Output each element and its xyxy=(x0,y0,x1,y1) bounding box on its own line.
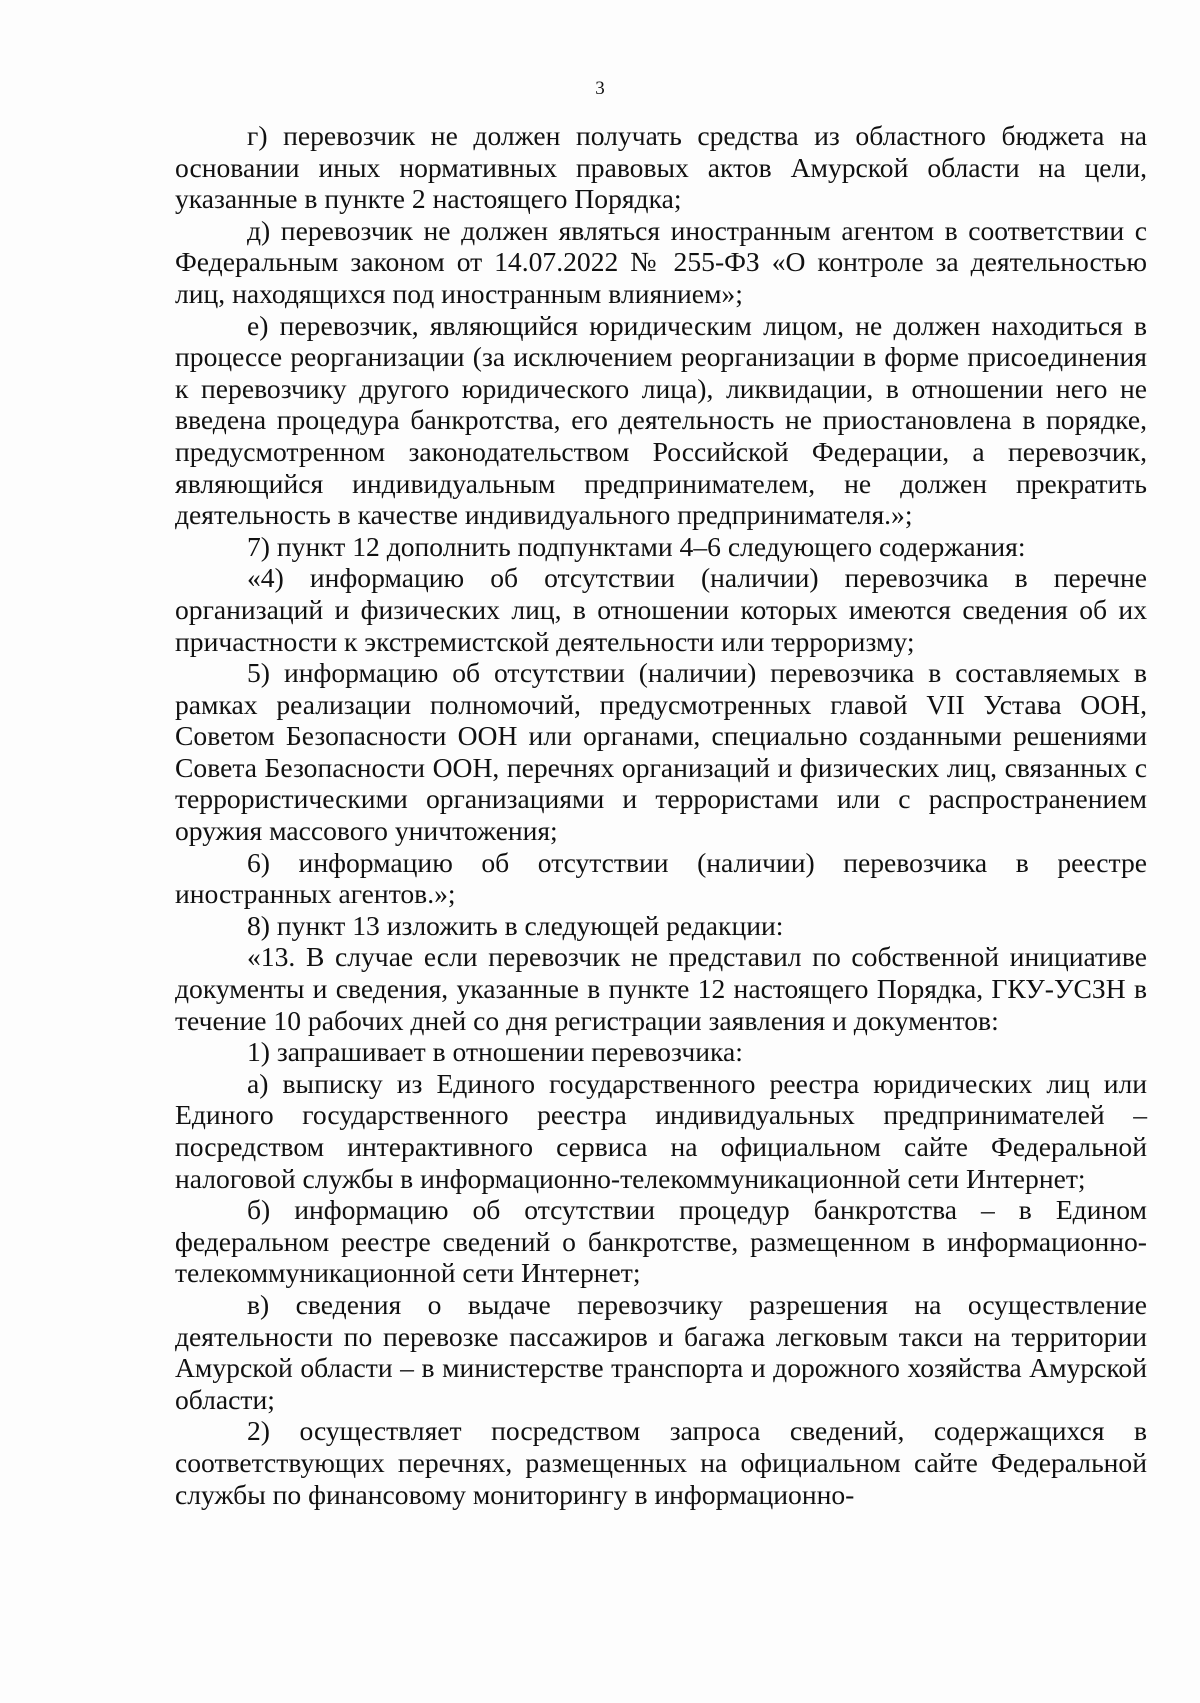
paragraph-1-requests: 1) запрашивает в отношении перевозчика: xyxy=(247,1036,743,1068)
paragraph-6-foreign-agents-register: 6) информацию об отсутствии (наличии) перевозчика в реестре иностранных агентов.»; xyxy=(175,846,1147,910)
paragraph-a-registry-extract: а) выписку из Единого государственного реестра юридических лиц или Единого государственного реестра индивидуальных предпринимателей – посредством интерактивного сервиса на официальном сайте Федеральной налоговой службы в информационно-телекоммуникационной сети Интернет; xyxy=(175,1067,1147,1194)
paragraph-2-financial-monitoring: 2) осуществляет посредством запроса сведений, содержащихся в соответствующих перечнях, размещенных на официальном сайте Федеральной службы по финансовому мониторингу в информационно- xyxy=(175,1415,1147,1510)
paragraph-v-taxi-permit: в) сведения о выдаче перевозчику разрешения на осуществление деятельности по перевозке пассажиров и багажа легковым такси на территории Амурской области – в министерстве транспорта и дорожного хозяйства Амурской области; xyxy=(175,1288,1147,1415)
paragraph-e-no-reorganization: е) перевозчик, являющийся юридическим лицом, не должен находиться в процессе реорганизации (за исключением реорганизации в форме присоединения к перевозчику другого юридического лица), ликвидации, в отношении него не введена процедура банкротства, его деятельность не приостановлена в порядке, предусмотренном законодательством Российской Федерации, а перевозчик, являющийся индивидуальным предпринимателем, не должен прекратить деятельность в качестве индивидуального предпринимателя.»; xyxy=(175,309,1147,531)
paragraph-5-un-lists: 5) информацию об отсутствии (наличии) перевозчика в составляемых в рамках реализации полномочий, предусмотренных главой VII Устава ООН, Советом Безопасности ООН или органами, специально созданными решениями Совета Безопасности ООН, перечнях организаций и физических лиц, связанных с террористическими организациями и террористами или с распространением оружия массового уничтожения; xyxy=(175,657,1147,847)
paragraph-13-documents-request: «13. В случае если перевозчик не представил по собственной инициативе документы и сведения, указанные в пункте 12 настоящего Порядка, ГКУ-УСЗН в течение 10 рабочих дней со дня регистрации заявления и документов: xyxy=(175,941,1147,1036)
paragraph-g-no-budget-funds: г) перевозчик не должен получать средства из областного бюджета на основании иных нормативных правовых актов Амурской области на цели, указанные в пункте 2 настоящего Порядка; xyxy=(175,120,1147,215)
paragraph-4-extremism-list: «4) информацию об отсутствии (наличии) перевозчика в перечне организаций и физических лиц, в отношении которых имеются сведения об их причастности к экстремистской деятельности или терроризму; xyxy=(175,562,1147,657)
page-number: 3 xyxy=(595,78,605,99)
paragraph-b-bankruptcy-info: б) информацию об отсутствии процедур банкротства – в Едином федеральном реестре сведений о банкротстве, размещенном в информационно-телекоммуникационной сети Интернет; xyxy=(175,1194,1147,1289)
paragraph-8-amend-point-13: 8) пункт 13 изложить в следующей редакции: xyxy=(247,909,784,941)
paragraph-d-not-foreign-agent: д) перевозчик не должен являться иностранным агентом в соответствии с Федеральным законом от 14.07.2022 № 255-ФЗ «О контроле за деятельностью лиц, находящихся под иностранным влиянием»; xyxy=(175,214,1147,309)
document-body xyxy=(175,120,1147,1510)
paragraph-7-amend-point-12: 7) пункт 12 дополнить подпунктами 4–6 следующего содержания: xyxy=(247,530,1026,562)
